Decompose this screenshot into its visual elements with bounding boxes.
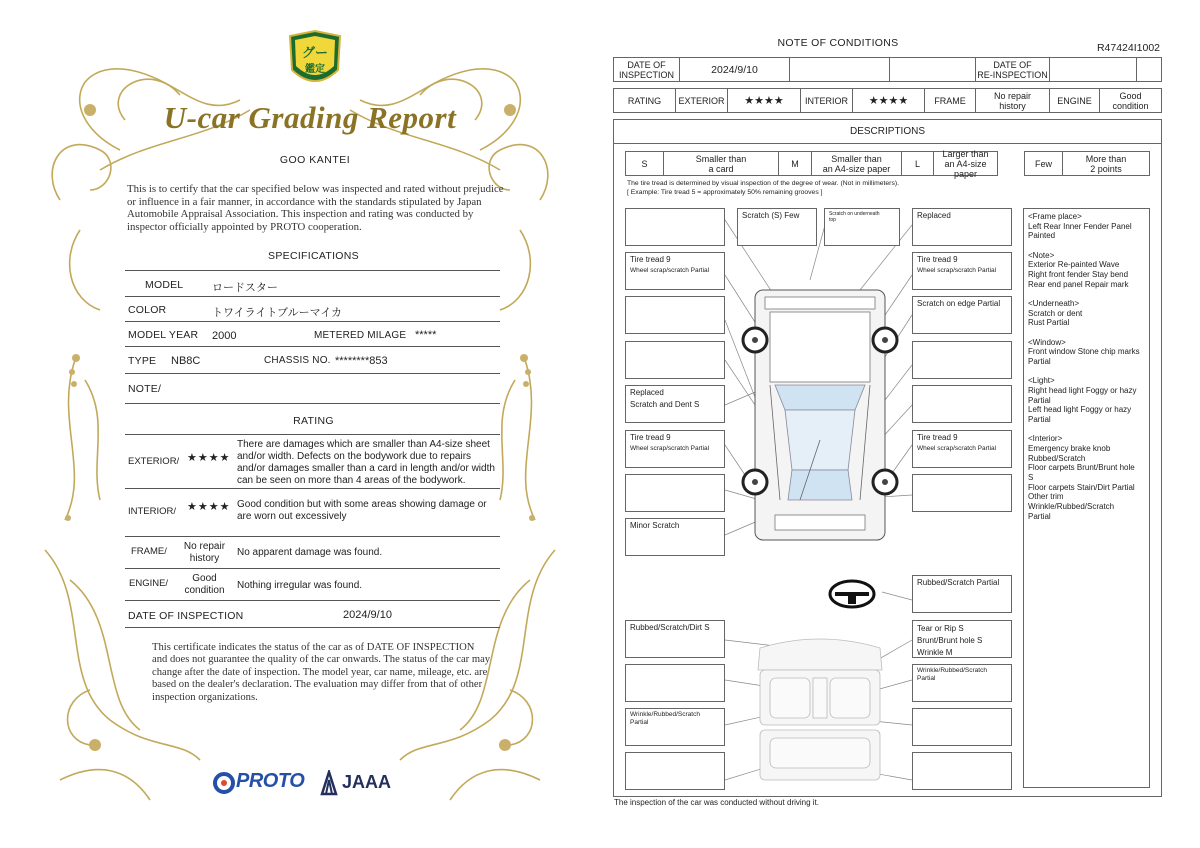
callout-box-r11	[912, 708, 1012, 746]
condition-note-line: Rubbed/Scratch	[1028, 453, 1086, 463]
date-of-inspection-value: 2024/9/10	[680, 58, 790, 81]
condition-note-line: <Light>	[1028, 376, 1055, 386]
minor-scratch-label: Minor Scratch	[630, 521, 680, 530]
condition-note-group	[1028, 376, 1145, 425]
svg-text:グー: グー	[301, 45, 329, 60]
spec-row-model	[125, 270, 500, 297]
condition-note-group	[1028, 299, 1145, 328]
callout-box-r7	[912, 474, 1012, 512]
legend-s-desc	[664, 152, 779, 175]
callout-box-r12	[912, 752, 1012, 790]
date-of-inspection-label: DATE OF INSPECTION	[128, 610, 244, 622]
legend-m: M	[779, 152, 812, 175]
tire-rr-wheel: Wheel scrap/scratch Partial	[917, 445, 997, 452]
doi-label-line2: INSPECTION	[618, 69, 674, 80]
noc-frame-line1: No repair	[993, 90, 1031, 101]
rating-row-interior	[125, 489, 500, 537]
callout-steering	[912, 575, 1012, 613]
date-blank-1	[790, 58, 890, 81]
legend-s: S	[626, 152, 664, 175]
legend-m-desc-1: Smaller than	[831, 153, 882, 164]
callout-scratch-few	[737, 208, 817, 246]
scratch-underneath-1: Scratch on underneath	[829, 211, 880, 217]
chassis-value: ********853	[335, 355, 388, 367]
condition-note-line: Other trim	[1028, 492, 1064, 502]
tire-note-line2: [ Example: Tire tread 5 = approximately 50% remaining grooves ]	[627, 188, 823, 196]
scratch-underneath-label	[825, 209, 884, 225]
exterior-label: EXTERIOR/	[128, 456, 180, 467]
tire-note-line1: The tire tread is determined by visual inspection of the degree of wear. (Not in millimeters).	[627, 180, 899, 187]
callout-box-l7	[625, 474, 725, 512]
callout-box-r5	[912, 385, 1012, 423]
frame-value-line1: No repair	[183, 541, 226, 552]
condition-note-line: Left head light Foggy or hazy	[1028, 405, 1132, 415]
model-label: MODEL	[145, 279, 184, 291]
condition-note-line: Floor carpets Brunt/Brunt hole	[1028, 463, 1135, 473]
rating-row-exterior	[125, 434, 500, 489]
note-label: NOTE/	[128, 383, 162, 395]
wrinkle-left-label: Wrinkle/Rubbed/Scratch Partial	[630, 711, 700, 726]
size-legend	[625, 148, 998, 179]
noc-engine-line1: Good	[1119, 90, 1142, 101]
callout-scratch-edge	[912, 296, 1012, 334]
descriptions-heading: DESCRIPTIONS	[613, 119, 1162, 144]
date-of-inspection-value: 2024/9/10	[343, 609, 392, 621]
noc-frame-line2: history	[999, 100, 1026, 111]
noc-engine-line2: condition	[1112, 100, 1149, 111]
spec-row-model-year	[125, 322, 500, 347]
condition-note-line: Scratch or dent	[1028, 308, 1083, 318]
certificate-disclaimer: This certificate indicates the status of the car as of DATE OF INSPECTION and does not guarantee the quality of the car onwards. The status of the car may change after the date of inspection. The model year, car name, mileage, etc. are based on the dealer's declaration. The evaluation may differ from that of other inspection organizations.	[152, 642, 491, 703]
engine-value	[177, 573, 232, 597]
condition-note-line: <Note>	[1028, 250, 1055, 260]
date-blank-4	[1137, 58, 1161, 81]
condition-note-line: Partial	[1028, 414, 1051, 424]
legend-l: L	[902, 152, 934, 175]
exterior-description: There are damages which are smaller than A4-size sheet and/or width. Defects on the bodywork due to repairs and/or damages smaller than a card in length and/or width can be seen on more than 4 areas of the bodywork.	[237, 439, 495, 486]
condition-note-group	[1028, 251, 1145, 290]
report-title: U-car Grading Report	[163, 100, 457, 135]
date-of-reinspection-label	[976, 58, 1050, 81]
tire-rl-wheel: Wheel scrap/scratch Partial	[630, 445, 710, 452]
tire-fr-tread: Tire tread 9	[917, 255, 958, 264]
callout-box-l1	[625, 208, 725, 246]
scratch-edge-label: Scratch on edge Partial	[917, 299, 1001, 308]
callout-box-l3	[625, 296, 725, 334]
tire-fl-wheel: Wheel scrap/scratch Partial	[630, 267, 710, 274]
callout-minor-scratch	[625, 518, 725, 556]
callout-box-l12	[625, 752, 725, 790]
goo-kantei-logo-badge	[286, 30, 344, 92]
callout-replaced-left	[625, 385, 725, 423]
rating-row-engine	[125, 569, 500, 601]
noc-interior-stars: ★★★★	[853, 89, 925, 112]
condition-note-group	[1028, 434, 1145, 521]
certification-statement: This is to certify that the car specified below was inspected and rated without prejudice or influence in a fair manner, in accordance with the standards stipulated by Japan Automobile Appraisal Association. This inspection and rating was conducted by inspector officially appointed by PROTO cooperation.	[127, 183, 504, 233]
condition-note-line: Right front fender Stay bend	[1028, 270, 1129, 280]
replaced-left-1: Replaced	[630, 388, 664, 397]
frame-value-line2: history	[189, 553, 220, 564]
engine-value-line1: Good	[192, 573, 217, 584]
noc-engine-value	[1100, 89, 1161, 112]
condition-note-line: Front window Stone chip marks	[1028, 347, 1140, 357]
type-value: NB8C	[171, 355, 201, 367]
metered-mileage-value: *****	[415, 329, 437, 341]
interior-stars: ★★★★	[187, 501, 231, 513]
callout-tire-front-left	[625, 252, 725, 290]
date-of-inspection-label	[614, 58, 680, 81]
condition-note-line: <Frame place>	[1028, 212, 1082, 221]
model-value: ロードスター	[212, 282, 278, 294]
wrinkle-right-label: Wrinkle/Rubbed/Scratch Partial	[917, 667, 987, 682]
callout-box-r4	[912, 341, 1012, 379]
jaaa-logo-icon	[318, 770, 340, 796]
color-value: トワイライトブルーマイカ	[212, 307, 343, 319]
engine-value-line2: condition	[184, 585, 225, 596]
dori-label-line2: RE-INSPECTION	[977, 69, 1048, 80]
dori-label-line1: DATE OF	[993, 59, 1032, 70]
specifications-heading: SPECIFICATIONS	[268, 250, 359, 262]
rating-heading: RATING	[293, 415, 334, 427]
callout-rubbed-dirt	[625, 620, 725, 658]
noc-engine-label: ENGINE	[1050, 89, 1100, 112]
noc-title: NOTE OF CONDITIONS	[777, 37, 899, 49]
condition-note-line: <Window>	[1028, 337, 1066, 347]
date-blank-3	[1050, 58, 1137, 81]
rating-row-frame	[125, 537, 500, 569]
callout-box-l4	[625, 341, 725, 379]
legend-m-desc	[812, 152, 902, 175]
legend-few-desc-1: More than	[1085, 153, 1127, 164]
condition-note-line: <Underneath>	[1028, 298, 1080, 308]
legend-l-desc-2: an A4-size paper	[944, 158, 987, 179]
steering-label: Rubbed/Scratch Partial	[917, 578, 1000, 587]
legend-s-desc-2: a card	[708, 163, 734, 174]
frame-description: No apparent damage was found.	[237, 547, 383, 558]
tear-label	[913, 621, 986, 661]
interior-label: INTERIOR/	[128, 506, 177, 517]
condition-note-line: <Interior>	[1028, 434, 1063, 444]
type-label: TYPE	[128, 355, 157, 367]
frame-value	[177, 541, 232, 565]
date-row	[125, 601, 500, 628]
frame-label: FRAME/	[131, 546, 167, 557]
condition-note-line: Rear end panel Repair mark	[1028, 279, 1129, 289]
callout-replaced-top	[912, 208, 1012, 246]
date-blank-2	[890, 58, 976, 81]
condition-note-group	[1028, 338, 1145, 367]
noc-date-row	[613, 57, 1162, 82]
tire-fl-tread: Tire tread 9	[630, 255, 671, 264]
rubbed-dirt-label: Rubbed/Scratch/Dirt S	[630, 623, 710, 632]
tire-rr-tread: Tire tread 9	[917, 433, 958, 442]
spec-row-type	[125, 347, 500, 374]
noc-exterior-label: EXTERIOR	[676, 89, 728, 112]
engine-label: ENGINE/	[129, 578, 169, 589]
tire-rl-tread: Tire tread 9	[630, 433, 671, 442]
condition-note-line: Rust Partial	[1028, 318, 1070, 328]
callout-tire-front-right	[912, 252, 1012, 290]
condition-note-group	[1028, 212, 1145, 241]
condition-note-line: Right head light Foggy or hazy	[1028, 385, 1137, 395]
scratch-few-label: Scratch (S) Few	[742, 211, 800, 220]
callout-wrinkle-left	[625, 708, 725, 746]
tear-line1: Tear or Rip S	[917, 624, 964, 633]
legend-few-desc	[1063, 152, 1149, 175]
scratch-underneath-2: top	[829, 217, 836, 223]
exterior-stars: ★★★★	[187, 452, 231, 464]
svg-text:鑑定: 鑑定	[305, 64, 325, 75]
tear-line3: Wrinkle M	[917, 648, 953, 657]
callout-tire-rear-right	[912, 430, 1012, 468]
tire-fr-wheel: Wheel scrap/scratch Partial	[917, 267, 997, 274]
callout-tire-rear-left	[625, 430, 725, 468]
legend-m-desc-2: an A4-size paper	[822, 163, 891, 174]
tire-tread-note	[627, 180, 899, 197]
condition-note-line: Painted	[1028, 231, 1056, 241]
proto-logo-icon	[213, 772, 235, 794]
color-label: COLOR	[128, 304, 167, 316]
condition-notes-list	[1023, 208, 1150, 788]
interior-description: Good condition but with some areas showing damage or are worn out excessively	[237, 499, 487, 522]
callout-wrinkle-right	[912, 664, 1012, 702]
inspection-footer-note: The inspection of the car was conducted without driving it.	[614, 798, 819, 807]
callout-tear	[912, 620, 1012, 658]
chassis-label: CHASSIS NO.	[264, 355, 331, 366]
report-subtitle: GOO KANTEI	[279, 154, 351, 166]
condition-note-line: Partial	[1028, 395, 1051, 405]
noc-rating-label: RATING	[614, 89, 676, 112]
legend-few-desc-2: 2 points	[1090, 163, 1122, 174]
legend-few: Few	[1025, 152, 1063, 175]
condition-note-line: Partial	[1028, 356, 1051, 366]
engine-description: Nothing irregular was found.	[237, 580, 363, 591]
noc-exterior-stars: ★★★★	[728, 89, 801, 112]
proto-logo: PROTO	[236, 770, 305, 792]
jaaa-logo: JAAA	[342, 772, 392, 792]
condition-note-line: Wrinkle/Rubbed/Scratch	[1028, 502, 1115, 512]
condition-note-line: S	[1028, 472, 1034, 482]
noc-rating-row	[613, 88, 1162, 113]
condition-note-line: Emergency brake knob	[1028, 443, 1111, 453]
doi-label-line1: DATE OF	[627, 59, 666, 70]
spec-row-note	[125, 374, 500, 404]
metered-mileage-label: METERED MILAGE	[314, 330, 407, 341]
condition-note-line: Left Rear Inner Fender Panel	[1028, 221, 1132, 231]
spec-row-color	[125, 297, 500, 322]
noc-frame-value	[976, 89, 1050, 112]
legend-s-desc-1: Smaller than	[695, 153, 747, 164]
noc-frame-label: FRAME	[925, 89, 976, 112]
legend-l-desc-1: Larger than	[942, 148, 989, 159]
callout-scratch-underneath	[824, 208, 900, 246]
report-id: R47424I1002	[1096, 42, 1160, 54]
legend-l-desc	[934, 148, 997, 179]
model-year-value: 2000	[212, 330, 237, 342]
callout-box-l10	[625, 664, 725, 702]
condition-note-line: Floor carpets Stain/Dirt Partial	[1028, 482, 1135, 492]
condition-note-line: Exterior Re-painted Wave	[1028, 260, 1120, 270]
tear-line2: Brunt/Brunt hole S	[917, 636, 983, 645]
model-year-label: MODEL YEAR	[128, 329, 199, 341]
few-legend	[1024, 151, 1150, 176]
replaced-left-2: Scratch and Dent S	[630, 400, 700, 409]
noc-interior-label: INTERIOR	[801, 89, 853, 112]
condition-note-line: Partial	[1028, 511, 1051, 521]
replaced-top-label: Replaced	[917, 211, 951, 220]
